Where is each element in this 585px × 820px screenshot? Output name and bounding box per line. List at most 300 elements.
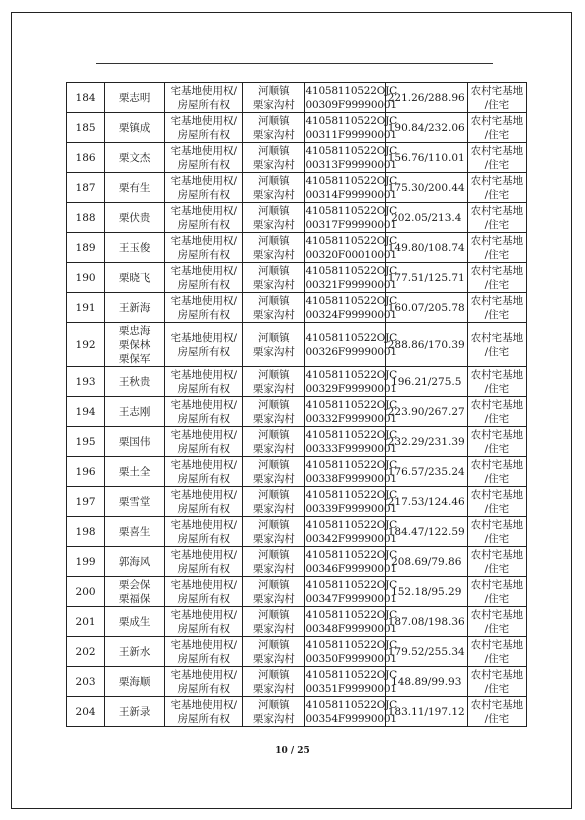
right-type-cell (165, 547, 243, 577)
parcel-code-line: 41058110522OJC (305, 458, 398, 471)
parcel-code-cell (305, 293, 398, 323)
parcel-code-line: 41058110522OJC (305, 698, 398, 711)
parcel-code-cell (305, 83, 398, 113)
right-type-line: 宅基地使用权/ (170, 84, 238, 97)
parcel-code-cell (305, 367, 398, 397)
right-type-line: 房屋所有权 (177, 345, 231, 358)
right-type-line: 宅基地使用权/ (170, 234, 238, 247)
land-use-line: /住宅 (484, 278, 510, 291)
land-use-line: /住宅 (484, 562, 510, 575)
land-use-cell (467, 667, 526, 697)
right-type-line: 房屋所有权 (177, 248, 231, 261)
area-cell: 175.30/200.44 (385, 173, 467, 203)
location-line: 河顺镇 (258, 331, 290, 344)
right-type-cell (165, 397, 243, 427)
owner-name: 栗保军 (118, 352, 151, 365)
land-use-line: 农村宅基地 (470, 398, 524, 411)
owner-name: 栗海顺 (118, 675, 151, 688)
location-line: 栗家沟村 (252, 248, 295, 261)
location-line: 栗家沟村 (252, 345, 295, 358)
owner-name: 栗镇成 (118, 121, 151, 134)
parcel-code-line: 00324F99990001 (305, 308, 397, 321)
parcel-code-line: 41058110522OJC (305, 488, 398, 501)
table-row (67, 397, 527, 427)
land-use-line: /住宅 (484, 345, 510, 358)
right-type-line: 房屋所有权 (177, 308, 231, 321)
parcel-code-line: 41058110522OJC (305, 264, 398, 277)
right-type-line: 宅基地使用权/ (170, 608, 238, 621)
land-use-line: /住宅 (484, 188, 510, 201)
right-type-line: 房屋所有权 (177, 158, 231, 171)
serial-number-cell: 197 (67, 487, 105, 517)
land-use-line: /住宅 (484, 248, 510, 261)
land-use-line: 农村宅基地 (470, 234, 524, 247)
land-use-line: /住宅 (484, 532, 510, 545)
owner-name: 栗文杰 (118, 151, 151, 164)
serial-number-cell: 203 (67, 667, 105, 697)
area-cell: 217.53/124.46 (385, 487, 467, 517)
location-line: 河顺镇 (258, 144, 290, 157)
owner-name: 栗土全 (118, 465, 151, 478)
location-cell (243, 233, 305, 263)
land-use-cell (467, 457, 526, 487)
owner-name: 栗有生 (118, 181, 151, 194)
area-cell: 208.69/79.86 (385, 547, 467, 577)
right-type-line: 房屋所有权 (177, 532, 231, 545)
location-cell (243, 637, 305, 667)
owner-name: 王新水 (118, 645, 151, 658)
table-row (67, 427, 527, 457)
location-line: 河顺镇 (258, 698, 290, 711)
land-use-line: /住宅 (484, 442, 510, 455)
serial-number-cell: 187 (67, 173, 105, 203)
table-row (67, 487, 527, 517)
land-use-line: /住宅 (484, 98, 510, 111)
right-type-line: 宅基地使用权/ (170, 174, 238, 187)
parcel-code-cell (305, 263, 398, 293)
parcel-code-line: 00348F99990001 (305, 622, 397, 635)
area-cell: 160.07/205.78 (385, 293, 467, 323)
owner-name: 栗福保 (118, 592, 151, 605)
parcel-code-line: 00321F99990001 (305, 278, 397, 291)
owner-name-cell (105, 397, 165, 427)
location-cell (243, 577, 305, 607)
table-row (67, 143, 527, 173)
owner-name: 王志刚 (118, 405, 151, 418)
parcel-code-cell (305, 607, 398, 637)
right-type-line: 房屋所有权 (177, 592, 231, 605)
land-use-line: 农村宅基地 (470, 698, 524, 711)
land-use-line: /住宅 (484, 218, 510, 231)
location-cell (243, 113, 305, 143)
location-line: 栗家沟村 (252, 592, 295, 605)
land-use-cell (467, 113, 526, 143)
land-use-cell (467, 173, 526, 203)
land-use-line: 农村宅基地 (470, 204, 524, 217)
land-use-cell (467, 517, 526, 547)
land-use-line: /住宅 (484, 412, 510, 425)
location-cell (243, 173, 305, 203)
parcel-code-cell (305, 457, 398, 487)
serial-number-cell: 199 (67, 547, 105, 577)
owner-name-cell (105, 577, 165, 607)
location-line: 河顺镇 (258, 458, 290, 471)
area-cell: 190.84/232.06 (385, 113, 467, 143)
right-type-cell (165, 667, 243, 697)
location-cell (243, 697, 305, 727)
right-type-cell (165, 173, 243, 203)
land-use-cell (467, 577, 526, 607)
location-line: 河顺镇 (258, 428, 290, 441)
location-line: 栗家沟村 (252, 128, 295, 141)
right-type-line: 宅基地使用权/ (170, 294, 238, 307)
owner-name: 栗保林 (118, 338, 151, 351)
land-use-cell (467, 397, 526, 427)
right-type-line: 房屋所有权 (177, 188, 231, 201)
serial-number-cell: 185 (67, 113, 105, 143)
owner-name-cell (105, 233, 165, 263)
owner-name-cell (105, 203, 165, 233)
location-cell (243, 203, 305, 233)
right-type-line: 宅基地使用权/ (170, 518, 238, 531)
land-use-cell (467, 367, 526, 397)
owner-name: 王玉俊 (118, 241, 151, 254)
serial-number-cell: 198 (67, 517, 105, 547)
serial-number-cell: 201 (67, 607, 105, 637)
location-cell (243, 397, 305, 427)
parcel-code-line: 41058110522OJC (305, 144, 398, 157)
land-use-line: 农村宅基地 (470, 114, 524, 127)
land-use-cell (467, 143, 526, 173)
land-use-line: 农村宅基地 (470, 84, 524, 97)
table-row (67, 113, 527, 143)
land-use-cell (467, 233, 526, 263)
right-type-cell (165, 293, 243, 323)
owner-name-cell (105, 637, 165, 667)
right-type-line: 宅基地使用权/ (170, 368, 238, 381)
table-row (67, 173, 527, 203)
right-type-cell (165, 323, 243, 367)
serial-number-cell: 186 (67, 143, 105, 173)
serial-number-cell: 190 (67, 263, 105, 293)
parcel-code-line: 00317F99990001 (305, 218, 397, 231)
header-rule (96, 63, 493, 64)
land-use-line: 农村宅基地 (470, 548, 524, 561)
parcel-code-line: 00347F99990001 (305, 592, 397, 605)
land-use-line: 农村宅基地 (470, 668, 524, 681)
land-use-line: /住宅 (484, 502, 510, 515)
location-line: 河顺镇 (258, 174, 290, 187)
parcel-code-cell (305, 667, 398, 697)
parcel-code-line: 00309F99990001 (305, 98, 397, 111)
owner-name: 栗会保 (118, 578, 151, 591)
parcel-code-line: 00311F99990001 (305, 128, 397, 141)
area-cell: 179.52/255.34 (385, 637, 467, 667)
land-use-cell (467, 263, 526, 293)
owner-name-cell (105, 667, 165, 697)
parcel-code-line: 00338F99990001 (305, 472, 397, 485)
serial-number-cell: 193 (67, 367, 105, 397)
right-type-line: 宅基地使用权/ (170, 144, 238, 157)
parcel-code-line: 41058110522OJC (305, 234, 398, 247)
location-cell (243, 607, 305, 637)
parcel-code-line: 00342F99990001 (305, 532, 397, 545)
location-line: 栗家沟村 (252, 98, 295, 111)
location-line: 河顺镇 (258, 638, 290, 651)
owner-name-cell (105, 173, 165, 203)
serial-number-cell: 189 (67, 233, 105, 263)
right-type-line: 房屋所有权 (177, 382, 231, 395)
owner-name-cell (105, 427, 165, 457)
right-type-line: 宅基地使用权/ (170, 264, 238, 277)
parcel-code-line: 41058110522OJC (305, 294, 398, 307)
owner-name-cell (105, 517, 165, 547)
right-type-cell (165, 697, 243, 727)
right-type-cell (165, 233, 243, 263)
owner-name-cell (105, 547, 165, 577)
right-type-cell (165, 203, 243, 233)
location-line: 栗家沟村 (252, 308, 295, 321)
land-use-cell (467, 427, 526, 457)
parcel-code-line: 41058110522OJC (305, 204, 398, 217)
land-use-line: 农村宅基地 (470, 294, 524, 307)
serial-number-cell: 200 (67, 577, 105, 607)
area-cell: 148.89/99.93 (385, 667, 467, 697)
location-cell (243, 487, 305, 517)
serial-number-cell: 196 (67, 457, 105, 487)
parcel-code-cell (305, 397, 398, 427)
table-row (67, 233, 527, 263)
area-cell: 184.47/122.59 (385, 517, 467, 547)
land-use-line: 农村宅基地 (470, 458, 524, 471)
registration-table (66, 82, 527, 727)
area-cell: 152.18/95.29 (385, 577, 467, 607)
parcel-code-line: 00339F99990001 (305, 502, 397, 515)
parcel-code-cell (305, 547, 398, 577)
area-cell: 202.05/213.4 (385, 203, 467, 233)
right-type-line: 宅基地使用权/ (170, 458, 238, 471)
right-type-cell (165, 577, 243, 607)
location-line: 栗家沟村 (252, 188, 295, 201)
location-line: 栗家沟村 (252, 562, 295, 575)
right-type-cell (165, 83, 243, 113)
location-line: 栗家沟村 (252, 278, 295, 291)
serial-number-cell: 204 (67, 697, 105, 727)
area-cell: 149.80/108.74 (385, 233, 467, 263)
land-use-line: /住宅 (484, 158, 510, 171)
area-cell: 183.11/197.12 (385, 697, 467, 727)
location-line: 河顺镇 (258, 518, 290, 531)
location-cell (243, 667, 305, 697)
location-line: 栗家沟村 (252, 218, 295, 231)
owner-name: 栗雪堂 (118, 495, 151, 508)
parcel-code-cell (305, 113, 398, 143)
location-cell (243, 143, 305, 173)
right-type-line: 房屋所有权 (177, 652, 231, 665)
location-cell (243, 457, 305, 487)
location-line: 栗家沟村 (252, 472, 295, 485)
parcel-code-line: 00326F99990001 (305, 345, 397, 358)
right-type-cell (165, 143, 243, 173)
right-type-line: 房屋所有权 (177, 502, 231, 515)
owner-name: 栗成生 (118, 615, 151, 628)
right-type-line: 房屋所有权 (177, 682, 231, 695)
owner-name-cell (105, 487, 165, 517)
parcel-code-cell (305, 233, 398, 263)
owner-name: 栗晓飞 (118, 271, 151, 284)
parcel-code-cell (305, 203, 398, 233)
land-use-line: 农村宅基地 (470, 488, 524, 501)
owner-name: 栗喜生 (118, 525, 151, 538)
right-type-cell (165, 607, 243, 637)
land-use-line: /住宅 (484, 382, 510, 395)
right-type-line: 宅基地使用权/ (170, 204, 238, 217)
table-row (67, 607, 527, 637)
land-use-line: /住宅 (484, 308, 510, 321)
table-row (67, 547, 527, 577)
location-line: 河顺镇 (258, 668, 290, 681)
land-use-line: 农村宅基地 (470, 608, 524, 621)
table-row (67, 457, 527, 487)
serial-number-cell: 194 (67, 397, 105, 427)
table-row (67, 517, 527, 547)
area-cell: 288.86/170.39 (385, 323, 467, 367)
land-use-cell (467, 607, 526, 637)
location-line: 河顺镇 (258, 264, 290, 277)
parcel-code-line: 00332F99990001 (305, 412, 397, 425)
parcel-code-line: 41058110522OJC (305, 174, 398, 187)
owner-name: 郭海风 (118, 555, 151, 568)
land-use-line: /住宅 (484, 652, 510, 665)
location-line: 河顺镇 (258, 398, 290, 411)
owner-name: 王秋贵 (118, 375, 151, 388)
serial-number-cell: 191 (67, 293, 105, 323)
location-cell (243, 323, 305, 367)
parcel-code-line: 00354F99990001 (305, 712, 397, 725)
owner-name-cell (105, 263, 165, 293)
location-line: 河顺镇 (258, 488, 290, 501)
table-row (67, 293, 527, 323)
owner-name: 王新录 (118, 705, 151, 718)
land-use-line: /住宅 (484, 682, 510, 695)
parcel-code-cell (305, 517, 398, 547)
location-cell (243, 83, 305, 113)
registration-table-body (67, 83, 527, 727)
location-cell (243, 367, 305, 397)
parcel-code-line: 00320F00010001 (305, 248, 397, 261)
location-line: 栗家沟村 (252, 502, 295, 515)
parcel-code-line: 00346F99990001 (305, 562, 397, 575)
right-type-cell (165, 427, 243, 457)
parcel-code-cell (305, 697, 398, 727)
location-line: 河顺镇 (258, 548, 290, 561)
table-row (67, 263, 527, 293)
parcel-code-line: 41058110522OJC (305, 368, 398, 381)
right-type-line: 房屋所有权 (177, 278, 231, 291)
right-type-line: 房屋所有权 (177, 98, 231, 111)
parcel-code-line: 00313F99990001 (305, 158, 397, 171)
land-use-line: 农村宅基地 (470, 368, 524, 381)
owner-name-cell (105, 457, 165, 487)
parcel-code-line: 41058110522OJC (305, 398, 398, 411)
parcel-code-line: 00333F99990001 (305, 442, 397, 455)
land-use-cell (467, 547, 526, 577)
right-type-cell (165, 263, 243, 293)
right-type-line: 宅基地使用权/ (170, 428, 238, 441)
land-use-line: /住宅 (484, 472, 510, 485)
land-use-line: 农村宅基地 (470, 331, 524, 344)
right-type-line: 房屋所有权 (177, 562, 231, 575)
location-cell (243, 427, 305, 457)
location-line: 栗家沟村 (252, 158, 295, 171)
area-cell: 232.29/231.39 (385, 427, 467, 457)
owner-name: 王新海 (118, 301, 151, 314)
owner-name-cell (105, 113, 165, 143)
location-line: 河顺镇 (258, 294, 290, 307)
location-line: 河顺镇 (258, 84, 290, 97)
right-type-line: 宅基地使用权/ (170, 488, 238, 501)
right-type-line: 房屋所有权 (177, 442, 231, 455)
right-type-cell (165, 367, 243, 397)
area-cell: 177.51/125.71 (385, 263, 467, 293)
parcel-code-line: 41058110522OJC (305, 84, 398, 97)
right-type-line: 房屋所有权 (177, 412, 231, 425)
location-line: 河顺镇 (258, 368, 290, 381)
land-use-cell (467, 323, 526, 367)
location-line: 栗家沟村 (252, 682, 295, 695)
parcel-code-cell (305, 487, 398, 517)
area-cell: 223.90/267.27 (385, 397, 467, 427)
right-type-line: 宅基地使用权/ (170, 398, 238, 411)
right-type-cell (165, 113, 243, 143)
land-use-cell (467, 203, 526, 233)
land-use-cell (467, 487, 526, 517)
location-line: 栗家沟村 (252, 412, 295, 425)
location-line: 栗家沟村 (252, 652, 295, 665)
parcel-code-cell (305, 143, 398, 173)
table-row (67, 203, 527, 233)
land-use-line: 农村宅基地 (470, 518, 524, 531)
parcel-code-line: 00314F99990001 (305, 188, 397, 201)
parcel-code-line: 41058110522OJC (305, 638, 398, 651)
parcel-code-line: 41058110522OJC (305, 331, 398, 344)
right-type-line: 房屋所有权 (177, 218, 231, 231)
right-type-cell (165, 457, 243, 487)
right-type-line: 房屋所有权 (177, 712, 231, 725)
table-row (67, 697, 527, 727)
parcel-code-cell (305, 577, 398, 607)
area-cell: 156.76/110.01 (385, 143, 467, 173)
table-row (67, 323, 527, 367)
location-cell (243, 293, 305, 323)
right-type-line: 宅基地使用权/ (170, 578, 238, 591)
owner-name-cell (105, 607, 165, 637)
owner-name: 栗伏贵 (118, 211, 151, 224)
parcel-code-line: 00329F99990001 (305, 382, 397, 395)
parcel-code-cell (305, 637, 398, 667)
parcel-code-cell (305, 173, 398, 203)
serial-number-cell: 192 (67, 323, 105, 367)
table-row (67, 367, 527, 397)
right-type-line: 房屋所有权 (177, 472, 231, 485)
table-row (67, 83, 527, 113)
parcel-code-line: 41058110522OJC (305, 548, 398, 561)
parcel-code-line: 00351F99990001 (305, 682, 397, 695)
area-cell: 176.57/235.24 (385, 457, 467, 487)
right-type-cell (165, 637, 243, 667)
area-cell: 221.26/288.96 (385, 83, 467, 113)
land-use-line: /住宅 (484, 712, 510, 725)
